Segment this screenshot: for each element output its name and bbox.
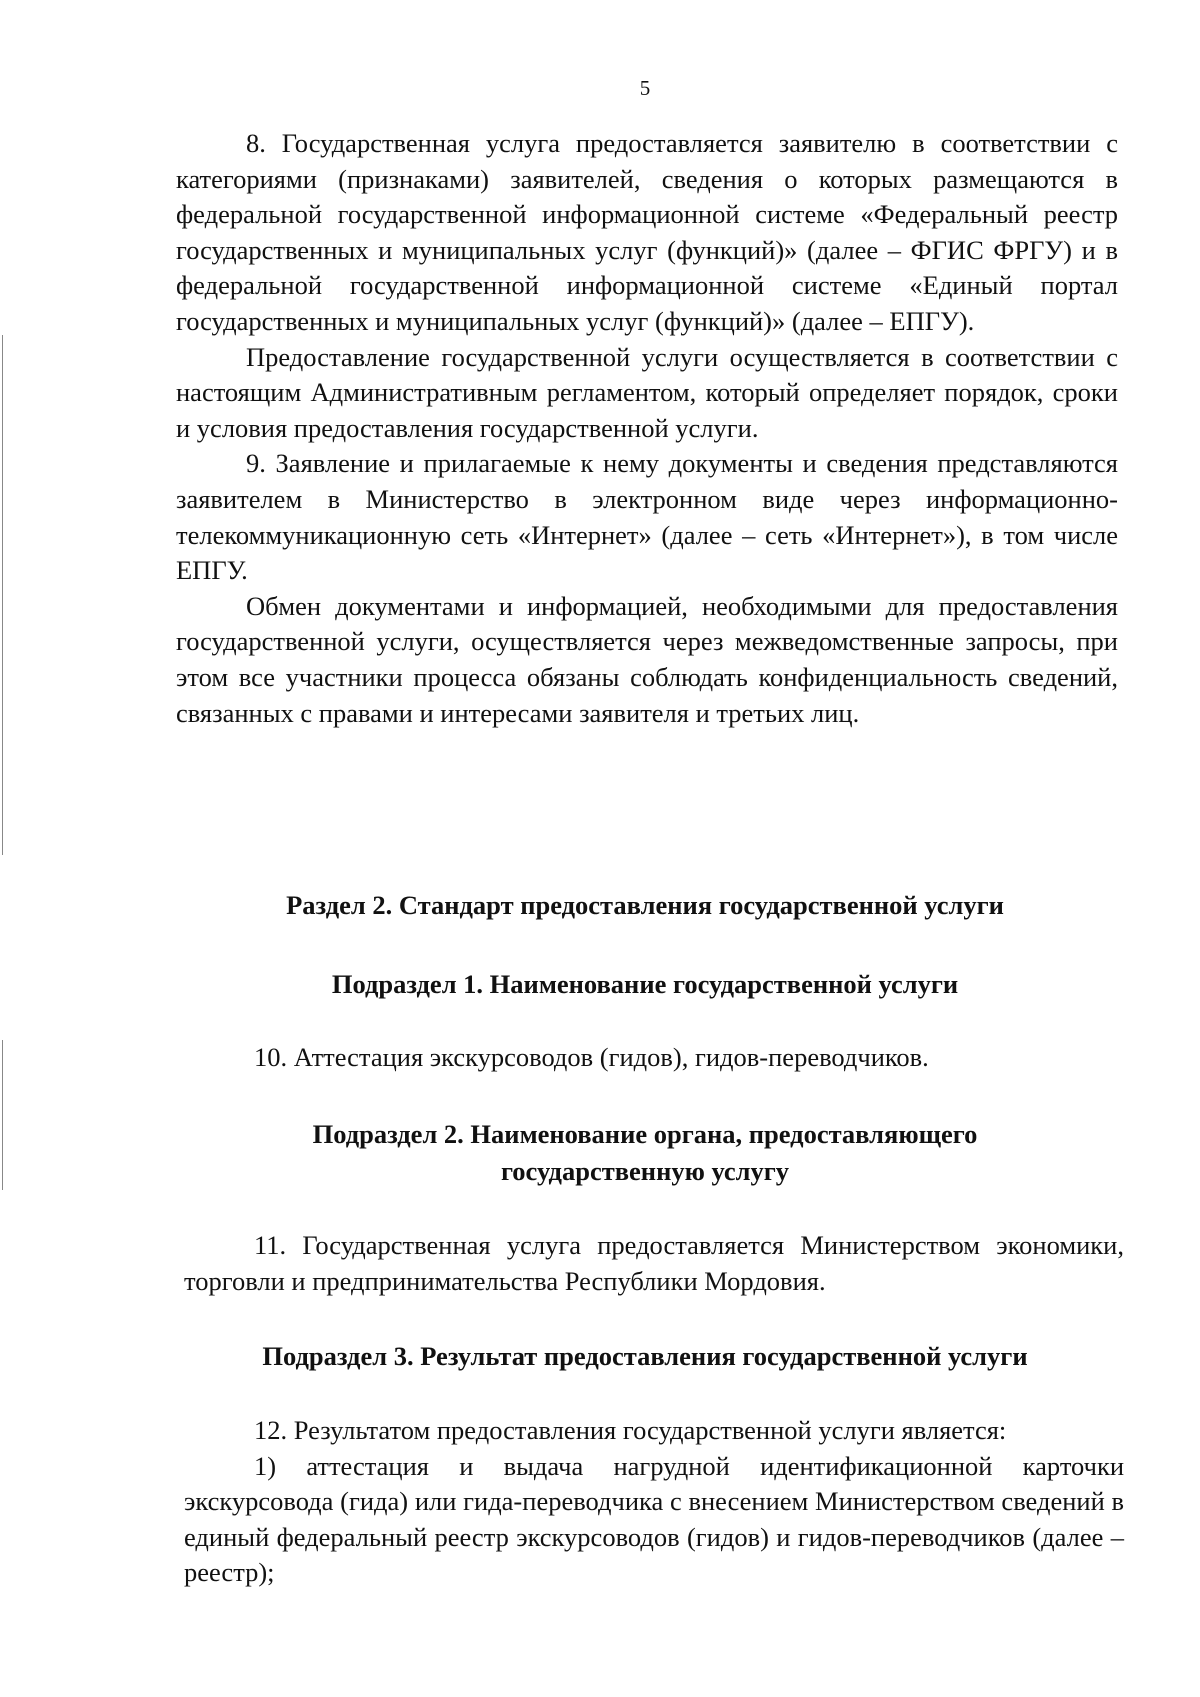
page-number: 5 bbox=[639, 76, 651, 100]
section-2-heading: Раздел 2. Стандарт предоставления государственной услуги bbox=[286, 890, 1004, 920]
subsection-2-heading-line1: Подраздел 2. Наименование органа, предоставляющего bbox=[312, 1119, 978, 1149]
paragraph-10: 10. Аттестация экскурсоводов (гидов), гидов-переводчиков. bbox=[254, 1042, 929, 1072]
subsection-3-heading: Подраздел 3. Результат предоставления государственной услуги bbox=[262, 1341, 1028, 1371]
paragraph-11-block bbox=[184, 1228, 1124, 1299]
paragraph-12: 12. Результатом предоставления государственной услуги является: bbox=[254, 1415, 1007, 1445]
paragraph-9-continued: Обмен документами и информацией, необходимыми для предоставления государственной услуги, осуществляется через межведомственные запросы, при этом все участники процесса обязаны соблюдать конфиденциальность сведений, связанных с правами и интересами заявителя и третьих лиц. bbox=[176, 590, 1118, 728]
scan-edge-line bbox=[2, 335, 3, 855]
body-text-top bbox=[176, 126, 1118, 731]
paragraph-8-continued: Предоставление государственной услуги осуществляется в соответствии с настоящим Административным регламентом, который определяет порядок, сроки и условия предоставления государственной услуги. bbox=[176, 341, 1118, 443]
subsection-1-heading: Подраздел 1. Наименование государственной услуги bbox=[331, 969, 959, 999]
paragraph-8: 8. Государственная услуга предоставляется заявителю в соответствии с категориями (признаками) заявителей, сведения о которых размещаются в федеральной государственной информационной системе «Федеральный реестр государственных и муниципальных услуг (функций)» (далее – ФГИС ФРГУ) и в федеральной государственной информационной системе «Единый портал государственных и муниципальных услуг (функций)» (далее – ЕПГУ). bbox=[176, 128, 1118, 336]
paragraph-11: 11. Государственная услуга предоставляется Министерством экономики, торговли и предпринимательства Республики Мордовия. bbox=[184, 1230, 1124, 1296]
scan-edge-line-lower bbox=[2, 1040, 3, 1190]
paragraph-9: 9. Заявление и прилагаемые к нему документы и сведения представляются заявителем в Министерство в электронном виде через информационно-телекоммуникационную сеть «Интернет» (далее – сеть «Интернет»), в том числе ЕПГУ. bbox=[176, 448, 1118, 586]
paragraph-12-item-1: 1) аттестация и выдача нагрудной идентификационной карточки экскурсовода (гида) или гида-переводчика с внесением Министерством сведений в единый федеральный реестр экскурсоводов (гидов) и гидов-переводчиков (далее – реестр); bbox=[184, 1450, 1124, 1588]
body-text-bottom bbox=[184, 1413, 1124, 1591]
subsection-2-heading-line2: государственную услугу bbox=[500, 1156, 790, 1186]
